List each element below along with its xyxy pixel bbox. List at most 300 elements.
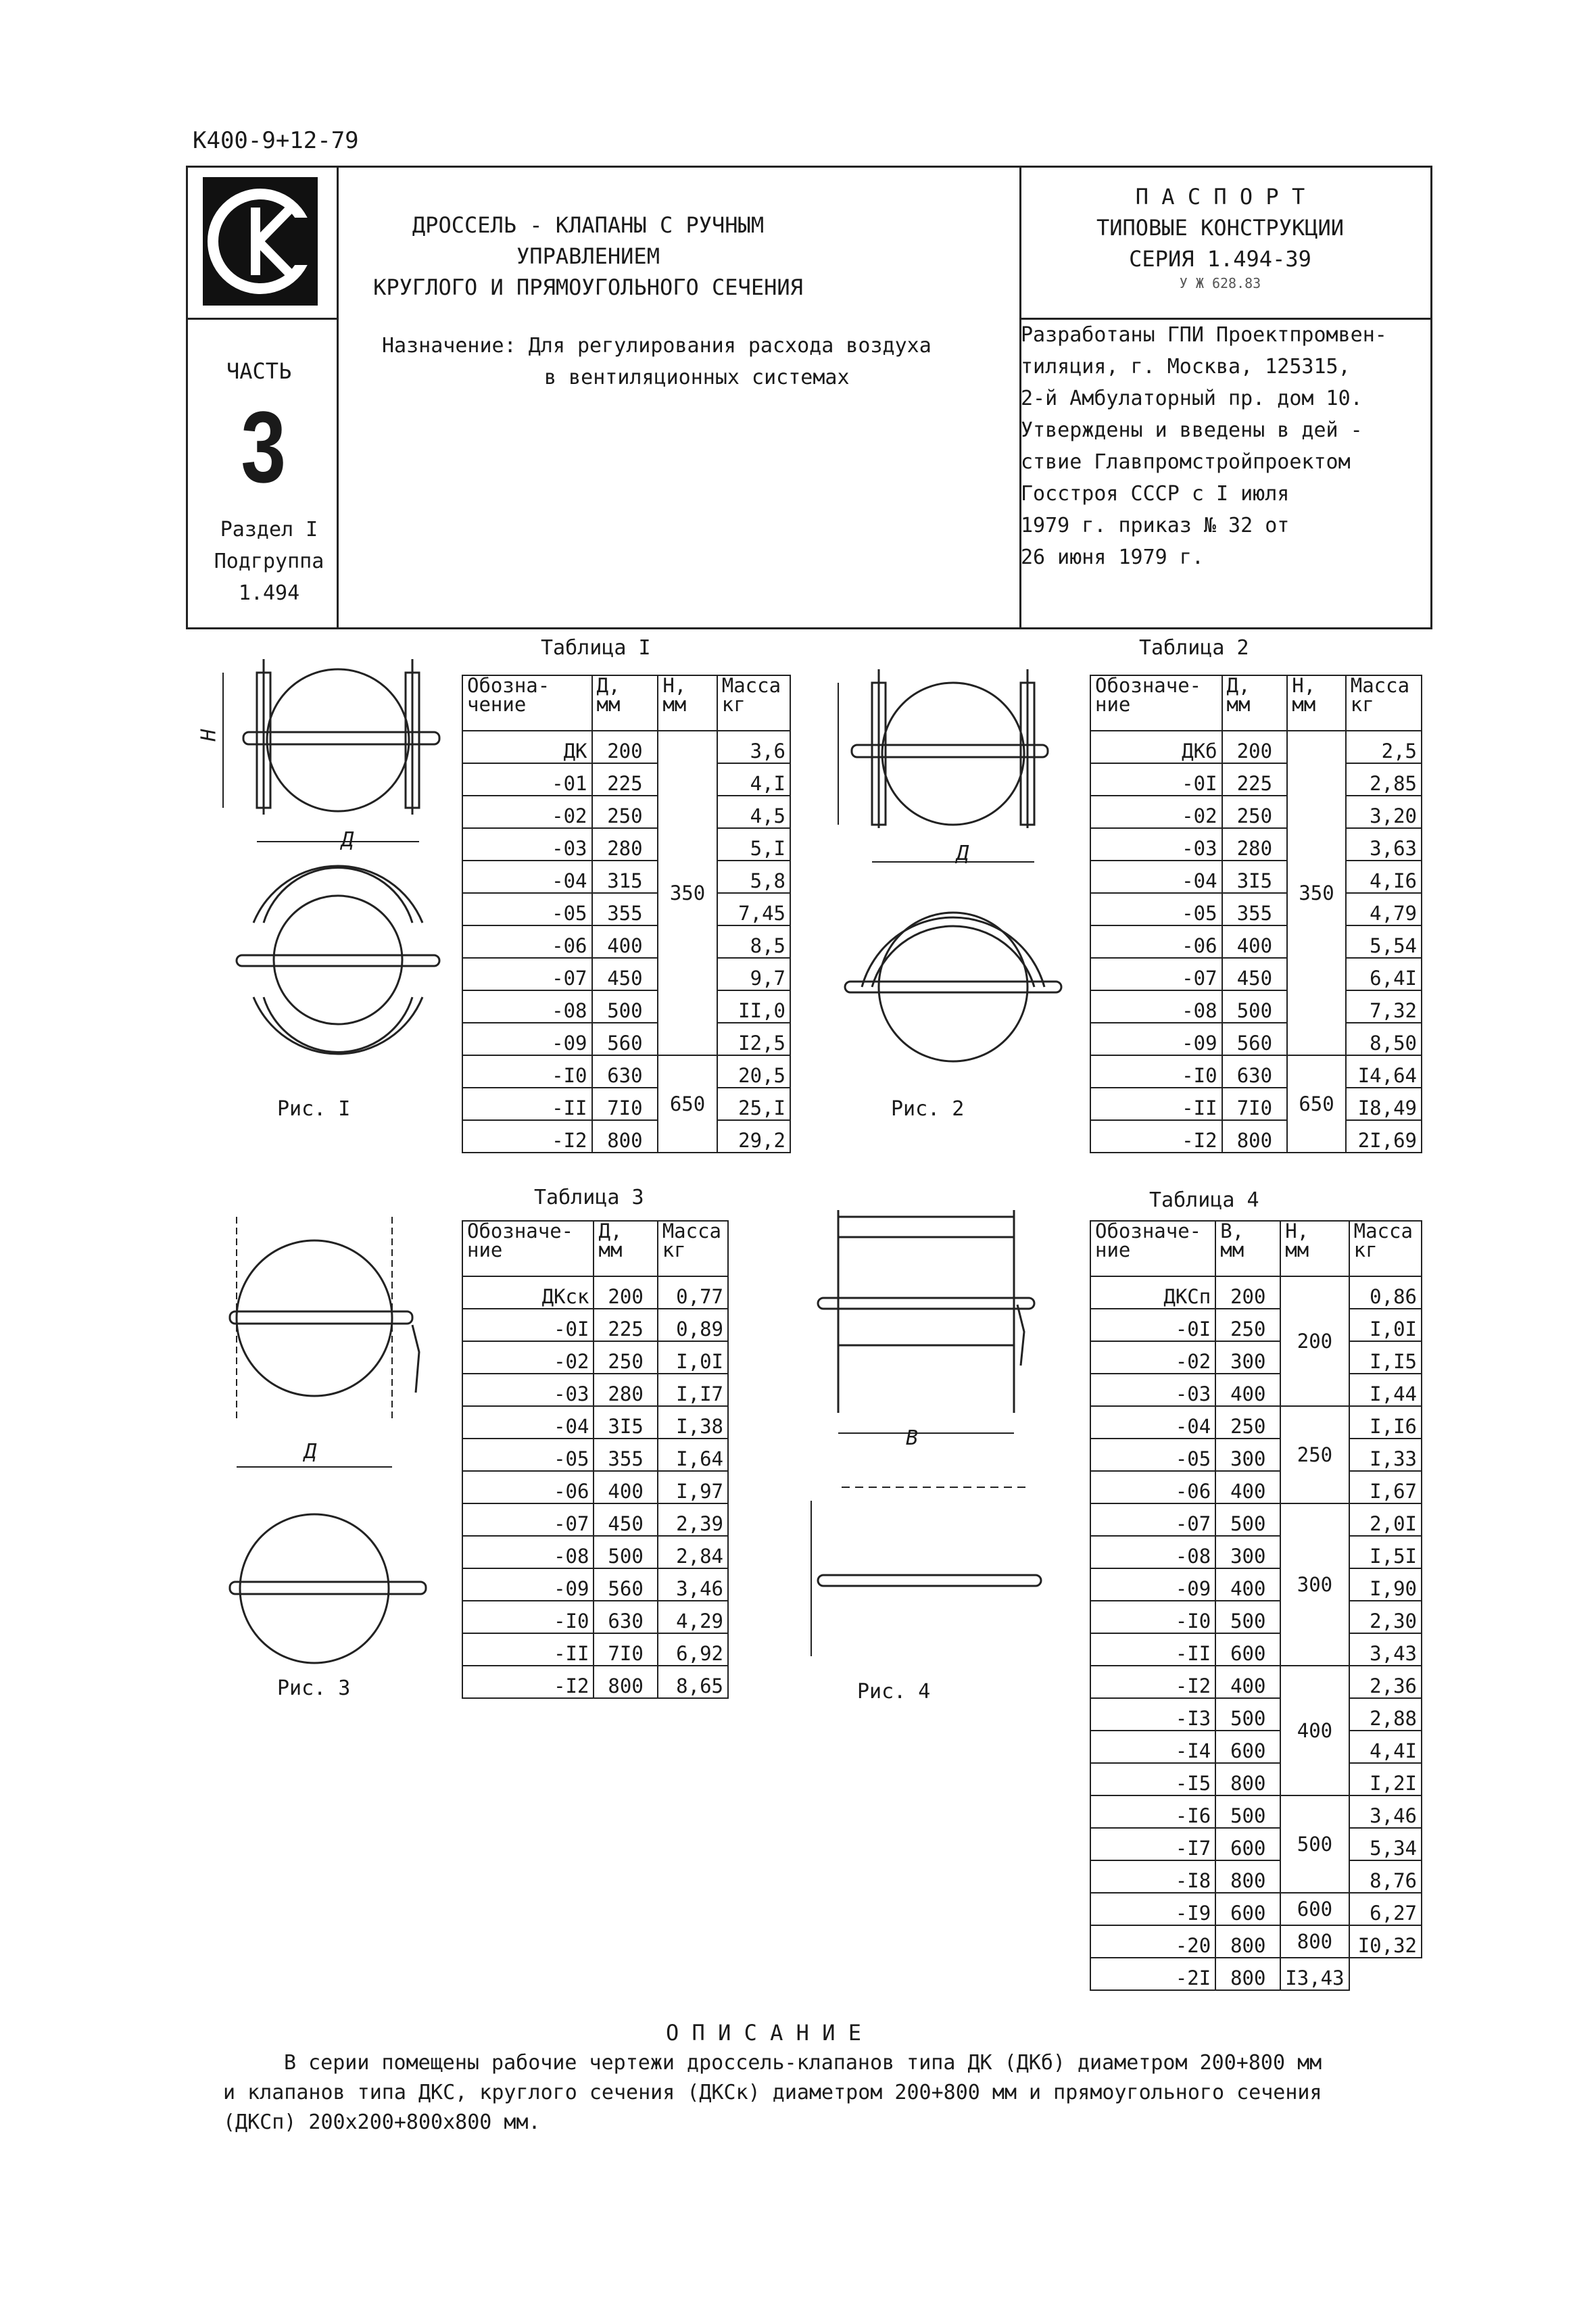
table-row [462,990,790,1023]
mass-cell: 5,34 [1349,1828,1422,1860]
designation-cell: -II [1090,1633,1215,1666]
height-cell: 350 [658,731,717,1055]
table-row [1090,731,1422,763]
table-row [462,958,790,990]
table-row [462,1503,728,1536]
diameter-cell: 250 [592,796,658,828]
table-row [1090,1568,1422,1601]
part-label: ЧАСТЬ [226,358,292,384]
table-row [1090,861,1422,893]
width-cell: 400 [1215,1374,1280,1406]
figure1-dim-h: Н [197,729,221,742]
table-row [462,1088,790,1120]
diameter-cell: 560 [594,1568,657,1601]
designation-cell: -02 [462,1341,594,1374]
table-row [1090,1666,1422,1698]
series-number: СЕРИЯ 1.494-39 [1129,246,1311,272]
figure1-dim-d: Д [341,828,354,852]
figure1-drawing [203,659,453,1099]
passport-block [1017,181,1423,292]
table-row [1090,828,1422,861]
diameter-cell: 500 [592,990,658,1023]
designation-cell: -03 [462,828,592,861]
width-cell: 500 [1215,1795,1280,1828]
part-number: 3 [241,390,287,504]
designation-cell: -06 [462,925,592,958]
table-row [462,925,790,958]
designation-cell: -I5 [1090,1763,1215,1795]
width-cell: 500 [1215,1601,1280,1633]
mass-cell: 3,46 [1349,1795,1422,1828]
designation-cell: -03 [1090,828,1222,861]
mass-cell: I,64 [658,1439,728,1471]
table3-title: Таблица 3 [534,1186,644,1209]
table-row [462,1666,728,1698]
table-row [1090,958,1422,990]
mass-cell: I,5I [1349,1536,1422,1568]
table-row [1090,1860,1422,1893]
table3 [462,1220,729,1699]
designation-cell: -I6 [1090,1795,1215,1828]
designation-cell: ДКСп [1090,1276,1215,1309]
designation-cell: -I8 [1090,1860,1215,1893]
mass-cell: I,0I [1349,1309,1422,1341]
table-row [462,1309,728,1341]
mass-cell: I,2I [1349,1763,1422,1795]
table-header-row [462,675,790,731]
mass-cell: 8,5 [717,925,790,958]
mass-cell: 5,54 [1346,925,1422,958]
designation-cell: -07 [462,958,592,990]
mass-cell: 3,6 [717,731,790,763]
mass-cell: 4,I6 [1346,861,1422,893]
dev-line: 2-й Амбулаторный пр. дом 10. [1021,387,1363,410]
diameter-cell: 3I5 [594,1406,657,1439]
table-row [1090,893,1422,925]
designation-cell: -06 [1090,925,1222,958]
header-cell: Н, мм [1287,675,1345,731]
diameter-cell: 800 [594,1666,657,1698]
purpose-line2: в вентиляционных системах [544,366,850,389]
diameter-cell: 3I5 [1222,861,1288,893]
mass-cell: 5,I [717,828,790,861]
mass-cell: 2,39 [658,1503,728,1536]
width-cell: 500 [1215,1698,1280,1731]
mass-cell: 3,46 [658,1568,728,1601]
width-cell: 300 [1215,1439,1280,1471]
mass-cell: 9,7 [717,958,790,990]
purpose [382,330,932,362]
table-row [1090,1925,1422,1958]
designation-cell: -05 [1090,1439,1215,1471]
stamp-mark: У Ж 628.83 [1179,275,1261,291]
diameter-cell: 7I0 [1222,1088,1288,1120]
passport-title: П А С П О Р Т [1135,184,1305,210]
designation-cell: -I0 [1090,1055,1222,1088]
designation-cell: -05 [1090,893,1222,925]
table-row [1090,1374,1422,1406]
height-cell: 650 [658,1055,717,1153]
diameter-cell: 450 [594,1503,657,1536]
mass-cell: I,97 [658,1471,728,1503]
designation-cell: -I0 [462,1055,592,1088]
mass-cell: 29,2 [717,1120,790,1153]
width-cell: 800 [1215,1958,1280,1990]
height-cell: 500 [1280,1795,1349,1893]
diameter-cell: 500 [594,1536,657,1568]
table-row [1090,1309,1422,1341]
mass-cell: 2,85 [1346,763,1422,796]
table-row [462,1341,728,1374]
table-row [1090,925,1422,958]
mass-cell: 3,20 [1346,796,1422,828]
mass-cell: I4,64 [1346,1055,1422,1088]
width-cell: 300 [1215,1536,1280,1568]
width-cell: 400 [1215,1666,1280,1698]
designation-cell: -08 [1090,990,1222,1023]
table-row [462,763,790,796]
designation-cell: -09 [1090,1023,1222,1055]
mass-cell: 2,84 [658,1536,728,1568]
table-row [1090,796,1422,828]
figure3-caption: Рис. 3 [277,1676,351,1700]
height-cell: 650 [1287,1055,1345,1153]
header-cell: Обозначе- ние [1090,675,1222,731]
table-row [462,1406,728,1439]
table-row [1090,1406,1422,1439]
width-cell: 250 [1215,1406,1280,1439]
diameter-cell: 800 [592,1120,658,1153]
designation-cell: -06 [462,1471,594,1503]
dev-line: Утверждены и введены в дей - [1021,418,1363,442]
table-row [462,1439,728,1471]
header-cell: Н, мм [658,675,717,731]
table-row [462,1568,728,1601]
document-code: К400-9+12-79 [193,127,359,154]
designation-cell: -I0 [462,1601,594,1633]
mass-cell: I2,5 [717,1023,790,1055]
table-row [462,1601,728,1633]
designation-cell: -I2 [462,1120,592,1153]
designation-cell: ДК [462,731,592,763]
figure4-drawing [804,1210,1061,1683]
designation-cell: -09 [462,1023,592,1055]
diameter-cell: 200 [592,731,658,763]
header-cell: Обозначе- ние [462,1221,594,1276]
designation-cell: -0I [1090,1309,1215,1341]
header-cell: Масса кг [658,1221,728,1276]
table-row [1090,1503,1422,1536]
height-cell: 600 [1280,1893,1349,1925]
diameter-cell: 400 [1222,925,1288,958]
diameter-cell: 200 [1222,731,1288,763]
mass-cell: 8,65 [658,1666,728,1698]
width-cell: 600 [1215,1828,1280,1860]
mass-cell: I,44 [1349,1374,1422,1406]
table-row [1090,763,1422,796]
table-row [1090,1439,1422,1471]
table-row [462,731,790,763]
mass-cell: 4,4I [1349,1731,1422,1763]
dev-line: 1979 г. приказ № 32 от [1021,514,1290,537]
diameter-cell: 400 [594,1471,657,1503]
designation-cell: -08 [462,1536,594,1568]
width-cell: 600 [1215,1633,1280,1666]
mass-cell: I,90 [1349,1568,1422,1601]
width-cell: 250 [1215,1309,1280,1341]
diameter-cell: 355 [594,1439,657,1471]
table-row [1090,1055,1422,1088]
description-line1: В серии помещены рабочие чертежи дроссель-клапанов типа ДК (ДКб) диаметром 200+800 мм [284,2051,1322,2075]
diameter-cell: 280 [592,828,658,861]
diameter-cell: 250 [594,1341,657,1374]
designation-cell: -I3 [1090,1698,1215,1731]
diameter-cell: 800 [1222,1120,1288,1153]
table-row [1090,1893,1422,1925]
designation-cell: -03 [1090,1374,1215,1406]
table2-title: Таблица 2 [1139,636,1249,660]
header-cell: Д, мм [592,675,658,731]
header-cell: Д, мм [1222,675,1288,731]
mass-cell: 4,5 [717,796,790,828]
header-cell: Масса кг [1346,675,1422,731]
figure2-dim-d: Д [957,842,969,865]
mass-cell: 5,8 [717,861,790,893]
figure2-caption: Рис. 2 [891,1097,965,1121]
header-cell: Масса кг [1349,1221,1422,1276]
designation-cell: -02 [1090,796,1222,828]
table1-title: Таблица I [541,636,651,660]
diameter-cell: 355 [592,893,658,925]
mass-cell: I,I5 [1349,1341,1422,1374]
table-row [462,1120,790,1153]
figure4-caption: Рис. 4 [857,1680,931,1704]
mass-cell: 6,4I [1346,958,1422,990]
designation-cell: -06 [1090,1471,1215,1503]
designation-cell: -I7 [1090,1828,1215,1860]
designation-cell: -07 [1090,1503,1215,1536]
mass-cell: 8,76 [1349,1860,1422,1893]
mass-cell: 4,79 [1346,893,1422,925]
table-row [462,1633,728,1666]
table-row [462,893,790,925]
table-row [1090,1828,1422,1860]
table-row [1090,1120,1422,1153]
table-row [1090,1763,1422,1795]
table-row [462,1276,728,1309]
table-row [1090,1633,1422,1666]
figure1-caption: Рис. I [277,1097,351,1121]
width-cell: 500 [1215,1503,1280,1536]
mass-cell: 3,63 [1346,828,1422,861]
figure2-drawing [825,669,1068,1109]
dev-line: 26 июня 1979 г. [1021,546,1204,569]
diameter-cell: 7I0 [592,1088,658,1120]
mass-cell: 2I,69 [1346,1120,1422,1153]
designation-cell: -I2 [1090,1666,1215,1698]
designation-cell: -0I [462,1309,594,1341]
table-row [462,828,790,861]
developer-info [1021,319,1426,573]
width-cell: 400 [1215,1568,1280,1601]
height-cell: 300 [1280,1503,1349,1666]
mass-cell: 3,43 [1349,1633,1422,1666]
diameter-cell: 7I0 [594,1633,657,1666]
designation-cell: -20 [1090,1925,1215,1958]
width-cell: 200 [1215,1276,1280,1309]
diameter-cell: 315 [592,861,658,893]
figure4-dim-b: В [906,1426,919,1450]
table-row [1090,1088,1422,1120]
diameter-cell: 630 [1222,1055,1288,1088]
designation-cell: -01 [462,763,592,796]
mass-cell: I8,49 [1346,1088,1422,1120]
designation-cell: -I4 [1090,1731,1215,1763]
diameter-cell: 225 [1222,763,1288,796]
width-cell: 600 [1215,1893,1280,1925]
table1 [462,675,791,1153]
designation-cell: -04 [462,861,592,893]
table4-title: Таблица 4 [1149,1188,1259,1212]
mass-cell: I,I7 [658,1374,728,1406]
designation-cell: -04 [462,1406,594,1439]
designation-cell: -08 [462,990,592,1023]
designation-cell: -05 [462,1439,594,1471]
designation-cell: -I2 [1090,1120,1222,1153]
header-title-line2: КРУГЛОГО И ПРЯМОУГОЛЬНОГО СЕЧЕНИЯ [373,274,803,300]
designation-cell: ДКб [1090,731,1222,763]
designation-cell: -II [462,1633,594,1666]
table-row [462,1471,728,1503]
diameter-cell: 225 [594,1309,657,1341]
table-row [462,1536,728,1568]
table-row [1090,1471,1422,1503]
header-cell: Масса кг [717,675,790,731]
dev-line: Госстроя СССР с I июля [1021,482,1290,506]
diameter-cell: 560 [1222,1023,1288,1055]
diameter-cell: 355 [1222,893,1288,925]
width-cell: 800 [1215,1860,1280,1893]
diameter-cell: 450 [592,958,658,990]
designation-cell: -08 [1090,1536,1215,1568]
height-cell: 350 [1287,731,1345,1055]
header-title [352,210,825,303]
table-row [1090,1731,1422,1763]
diameter-cell: 630 [594,1601,657,1633]
mass-cell: 6,27 [1349,1893,1422,1925]
table-row [1090,1341,1422,1374]
width-cell: 600 [1215,1731,1280,1763]
dev-line: ствие Главпромстройпроектом [1021,450,1351,474]
designation-cell: -03 [462,1374,594,1406]
table-row [1090,1276,1422,1309]
designation-cell: -I9 [1090,1893,1215,1925]
mass-cell: I,I6 [1349,1406,1422,1439]
designation-cell: -09 [1090,1568,1215,1601]
mass-cell: 2,0I [1349,1503,1422,1536]
mass-cell: 7,32 [1346,990,1422,1023]
table-row [1090,1795,1422,1828]
table-header-row [462,1221,728,1276]
designation-cell: -I0 [1090,1601,1215,1633]
table-row [1090,1601,1422,1633]
diameter-cell: 250 [1222,796,1288,828]
designation-cell: -0I [1090,763,1222,796]
diameter-cell: 280 [1222,828,1288,861]
designation-cell: -2I [1090,1958,1215,1990]
diameter-cell: 450 [1222,958,1288,990]
mass-cell: 6,92 [658,1633,728,1666]
table-row [462,1023,790,1055]
table-header-row [1090,675,1422,731]
description-line2: и клапанов типа ДКС, круглого сечения (ДКСк) диаметром 200+800 мм и прямоугольного сечения [223,2081,1322,2104]
diameter-cell: 630 [592,1055,658,1088]
dev-line: тиляция, г. Москва, 125315, [1021,355,1351,379]
subgroup-label: Подгруппа [214,550,324,573]
width-cell: 800 [1215,1763,1280,1795]
designation-cell: -04 [1090,1406,1215,1439]
figure3-dim-d: Д [304,1440,317,1464]
designation-cell: -02 [462,796,592,828]
table-row [1090,1536,1422,1568]
mass-cell: 0,77 [658,1276,728,1309]
dev-line: Разработаны ГПИ Проектпромвен- [1021,323,1387,347]
purpose-line1: Для регулирования расхода воздуха [528,334,932,358]
header-cell: Н, мм [1280,1221,1349,1276]
mass-cell: 4,I [717,763,790,796]
designation-cell: ДКск [462,1276,594,1309]
designation-cell: -02 [1090,1341,1215,1374]
mass-cell: 20,5 [717,1055,790,1088]
mass-cell: 25,I [717,1088,790,1120]
diameter-cell: 500 [1222,990,1288,1023]
table-row [1090,1023,1422,1055]
table2 [1090,675,1422,1153]
designation-cell: -II [1090,1088,1222,1120]
height-cell: 200 [1280,1276,1349,1406]
typical-constructions: ТИПОВЫЕ КОНСТРУКЦИИ [1096,215,1345,241]
mass-cell: I3,43 [1280,1958,1349,1990]
table-row [1090,990,1422,1023]
mass-cell: 8,50 [1346,1023,1422,1055]
table-row [1090,1958,1422,1990]
table-row [1090,1698,1422,1731]
table-row [462,1374,728,1406]
diameter-cell: 280 [594,1374,657,1406]
header-cell: В, мм [1215,1221,1280,1276]
designation-cell: -07 [1090,958,1222,990]
table-row [462,861,790,893]
description-line3: (ДКСп) 200х200+800х800 мм. [223,2110,541,2134]
table-row [462,796,790,828]
subgroup-code: 1.494 [238,581,300,605]
diameter-cell: 200 [594,1276,657,1309]
mass-cell: 2,5 [1346,731,1422,763]
diameter-cell: 225 [592,763,658,796]
mass-cell: 7,45 [717,893,790,925]
table-header-row [1090,1221,1422,1276]
mass-cell: 0,86 [1349,1276,1422,1309]
table4 [1090,1220,1422,1991]
table-row [462,1055,790,1088]
diameter-cell: 560 [592,1023,658,1055]
mass-cell: 2,30 [1349,1601,1422,1633]
width-cell: 800 [1215,1925,1280,1958]
width-cell: 300 [1215,1341,1280,1374]
mass-cell: I,0I [658,1341,728,1374]
header-cell: Д, мм [594,1221,657,1276]
purpose-label: Назначение: [382,334,516,358]
